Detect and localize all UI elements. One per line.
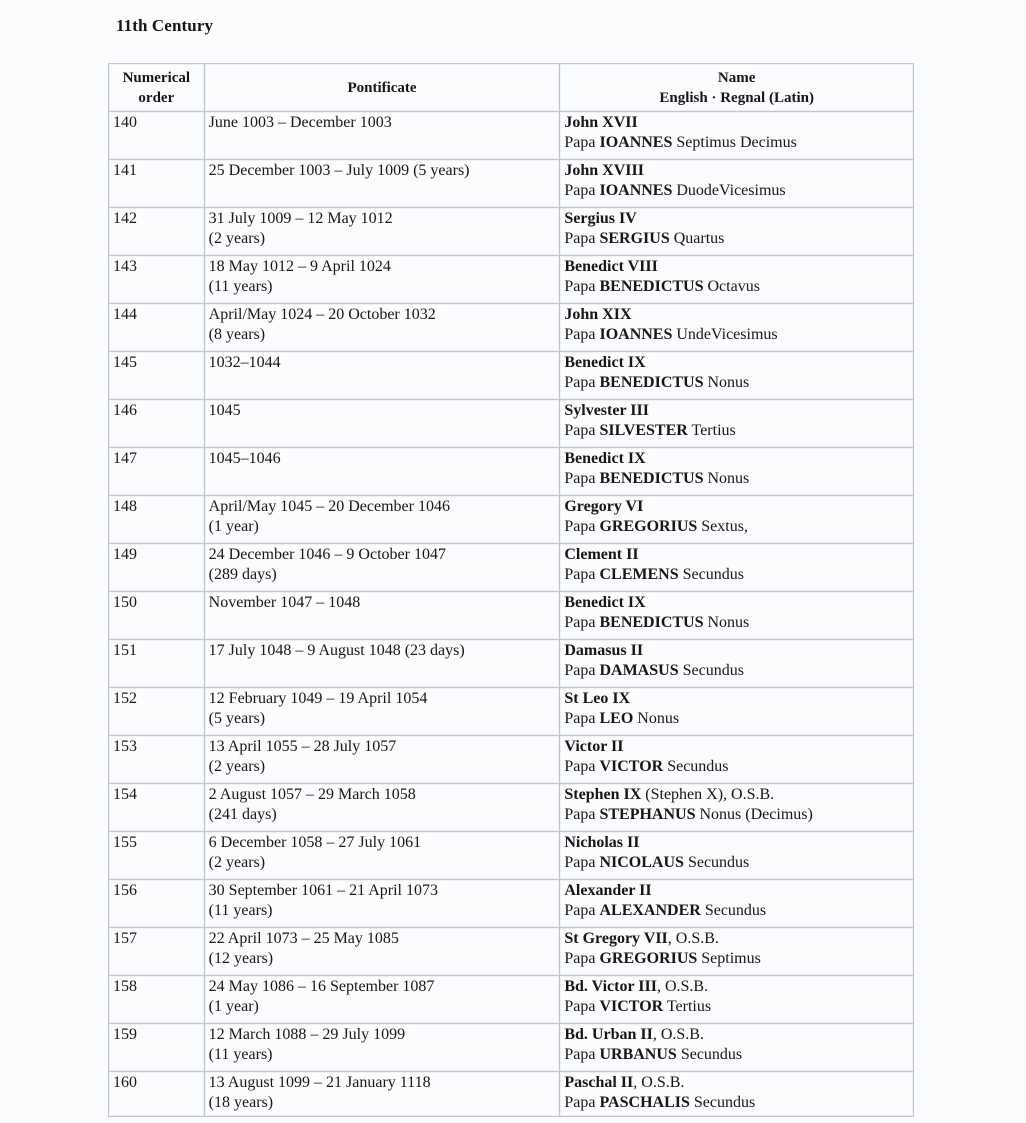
name-cell bbox=[560, 208, 914, 256]
row-number-cell: 155 bbox=[109, 832, 205, 880]
latin-ordinal: Septimus bbox=[697, 950, 761, 967]
pontificate-cell bbox=[204, 928, 560, 976]
latin-ordinal: Tertius bbox=[687, 422, 736, 439]
name-cell bbox=[560, 736, 914, 784]
pontificate-cell bbox=[204, 448, 560, 496]
pontificate-line: April/May 1045 – 20 December 1046 bbox=[208, 498, 450, 515]
row-number-cell: 146 bbox=[109, 400, 205, 448]
latin-ordinal: Secundus bbox=[689, 1094, 756, 1111]
column-header-name-line-1: Name bbox=[717, 69, 756, 86]
row-number-cell: 144 bbox=[109, 304, 205, 352]
latin-prefix: Papa bbox=[564, 1094, 600, 1111]
pontificate-line: 22 April 1073 – 25 May 1085 bbox=[208, 930, 399, 947]
latin-regnal-name: LEO bbox=[599, 710, 634, 727]
table-row bbox=[109, 688, 914, 736]
english-name-main: Sergius IV bbox=[564, 210, 637, 227]
latin-ordinal: Secundus bbox=[678, 566, 744, 583]
latin-ordinal: Sextus, bbox=[697, 518, 748, 535]
latin-prefix: Papa bbox=[564, 998, 600, 1015]
english-name bbox=[564, 305, 909, 325]
english-name bbox=[564, 497, 909, 517]
pontificate-cell bbox=[204, 112, 560, 160]
english-name-main: Benedict IX bbox=[564, 354, 646, 371]
popes-table bbox=[108, 63, 914, 1117]
latin-name bbox=[564, 949, 909, 969]
row-number-cell: 149 bbox=[109, 544, 205, 592]
pontificate-cell bbox=[204, 784, 560, 832]
english-name-suffix: , O.S.B. bbox=[652, 1026, 704, 1043]
latin-name bbox=[564, 181, 909, 201]
table-row bbox=[109, 544, 914, 592]
english-name-main: St Gregory VII bbox=[564, 930, 668, 947]
column-header-number-line-1: Numerical bbox=[122, 69, 191, 86]
english-name-main: Nicholas II bbox=[564, 834, 640, 851]
table-row bbox=[109, 1024, 914, 1072]
latin-ordinal: Nonus bbox=[703, 614, 750, 631]
latin-ordinal: Nonus bbox=[633, 710, 680, 727]
name-cell bbox=[560, 976, 914, 1024]
pontificate-line: 24 December 1046 – 9 October 1047 bbox=[208, 546, 446, 563]
latin-ordinal: Octavus bbox=[703, 278, 760, 295]
english-name-main: Benedict IX bbox=[564, 450, 646, 467]
pontificate-line: (11 years) bbox=[208, 1046, 273, 1063]
latin-ordinal: Tertius bbox=[663, 998, 712, 1015]
pontificate-line: (289 days) bbox=[208, 566, 277, 583]
english-name bbox=[564, 785, 909, 805]
pontificate-line: 2 August 1057 – 29 March 1058 bbox=[208, 786, 416, 803]
pontificate-line: (11 years) bbox=[208, 902, 273, 919]
latin-prefix: Papa bbox=[564, 278, 600, 295]
row-number-cell: 140 bbox=[109, 112, 205, 160]
latin-prefix: Papa bbox=[564, 902, 600, 919]
latin-name bbox=[564, 421, 909, 441]
latin-ordinal: Quartus bbox=[669, 230, 725, 247]
latin-prefix: Papa bbox=[564, 182, 600, 199]
name-cell bbox=[560, 880, 914, 928]
latin-regnal-name: NICOLAUS bbox=[599, 854, 684, 871]
table-row bbox=[109, 448, 914, 496]
name-cell bbox=[560, 496, 914, 544]
english-name bbox=[564, 209, 909, 229]
name-cell bbox=[560, 256, 914, 304]
table-row bbox=[109, 928, 914, 976]
english-name-suffix: , O.S.B. bbox=[656, 978, 709, 995]
row-number-cell: 160 bbox=[109, 1072, 205, 1117]
pontificate-cell bbox=[204, 208, 560, 256]
english-name-main: Stephen IX bbox=[564, 786, 642, 803]
latin-regnal-name: BENEDICTUS bbox=[599, 278, 704, 295]
pontificate-line: 31 July 1009 – 12 May 1012 bbox=[208, 210, 393, 227]
latin-prefix: Papa bbox=[564, 566, 600, 583]
row-number-cell: 147 bbox=[109, 448, 205, 496]
english-name-main: Gregory VI bbox=[564, 498, 644, 515]
english-name bbox=[564, 1073, 909, 1093]
latin-regnal-name: SERGIUS bbox=[599, 230, 670, 247]
name-cell bbox=[560, 688, 914, 736]
name-cell bbox=[560, 544, 914, 592]
row-number-cell: 148 bbox=[109, 496, 205, 544]
pontificate-line: 1032–1044 bbox=[208, 354, 281, 371]
table-row bbox=[109, 832, 914, 880]
name-cell bbox=[560, 112, 914, 160]
pontificate-line: 1045 bbox=[208, 402, 241, 419]
name-cell bbox=[560, 1072, 914, 1117]
name-cell bbox=[560, 352, 914, 400]
pontificate-line: (2 years) bbox=[208, 854, 266, 871]
latin-prefix: Papa bbox=[564, 758, 600, 775]
latin-name bbox=[564, 469, 909, 489]
latin-prefix: Papa bbox=[564, 470, 600, 487]
table-row bbox=[109, 1072, 914, 1117]
pontificate-line: (5 years) bbox=[208, 710, 266, 727]
pontificate-cell bbox=[204, 1072, 560, 1117]
english-name bbox=[564, 161, 909, 181]
table-row bbox=[109, 352, 914, 400]
latin-name bbox=[564, 325, 909, 345]
latin-name bbox=[564, 565, 909, 585]
name-cell bbox=[560, 928, 914, 976]
table-row bbox=[109, 208, 914, 256]
row-number-cell: 142 bbox=[109, 208, 205, 256]
english-name-suffix: (Stephen X), O.S.B. bbox=[641, 786, 775, 803]
table-header-row bbox=[109, 64, 914, 112]
row-number-cell: 152 bbox=[109, 688, 205, 736]
column-header-number-line-2: order bbox=[138, 89, 175, 106]
latin-regnal-name: VICTOR bbox=[599, 758, 664, 775]
pontificate-line: (241 days) bbox=[208, 806, 277, 823]
table-row bbox=[109, 736, 914, 784]
table-row bbox=[109, 880, 914, 928]
latin-prefix: Papa bbox=[564, 1046, 600, 1063]
latin-name bbox=[564, 229, 909, 249]
table-row bbox=[109, 160, 914, 208]
column-header-pontificate: Pontificate bbox=[204, 64, 560, 112]
page-title: 11th Century bbox=[116, 16, 214, 35]
latin-ordinal: Secundus bbox=[663, 758, 729, 775]
pontificate-line: (11 years) bbox=[208, 278, 273, 295]
latin-regnal-name: VICTOR bbox=[599, 998, 664, 1015]
latin-regnal-name: BENEDICTUS bbox=[599, 374, 704, 391]
pontificate-line: 1045–1046 bbox=[208, 450, 281, 467]
latin-regnal-name: IOANNES bbox=[599, 182, 673, 199]
pontificate-cell bbox=[204, 832, 560, 880]
table-row bbox=[109, 784, 914, 832]
name-cell bbox=[560, 304, 914, 352]
latin-ordinal: Secundus bbox=[700, 902, 767, 919]
row-number-cell: 150 bbox=[109, 592, 205, 640]
pontificate-line: (1 year) bbox=[208, 998, 259, 1015]
latin-name bbox=[564, 517, 909, 537]
english-name-main: Sylvester III bbox=[564, 402, 649, 419]
latin-ordinal: Secundus bbox=[676, 1046, 743, 1063]
pontificate-cell bbox=[204, 400, 560, 448]
name-cell bbox=[560, 160, 914, 208]
english-name-main: Clement II bbox=[564, 546, 639, 563]
english-name bbox=[564, 881, 909, 901]
row-number-cell: 154 bbox=[109, 784, 205, 832]
english-name-main: John XVII bbox=[564, 114, 638, 131]
pontificate-cell bbox=[204, 736, 560, 784]
pontificate-line: June 1003 – December 1003 bbox=[208, 114, 392, 131]
pontificate-cell bbox=[204, 160, 560, 208]
latin-ordinal: Nonus (Decimus) bbox=[695, 806, 813, 823]
column-header-name-line-2: English · Regnal (Latin) bbox=[659, 89, 814, 106]
row-number-cell: 159 bbox=[109, 1024, 205, 1072]
pontificate-line: 24 May 1086 – 16 September 1087 bbox=[208, 978, 435, 995]
english-name bbox=[564, 641, 909, 661]
english-name-suffix: , O.S.B. bbox=[667, 930, 719, 947]
pontificate-line: 30 September 1061 – 21 April 1073 bbox=[208, 882, 438, 899]
english-name-main: Benedict VIII bbox=[564, 258, 658, 275]
pontificate-line: 25 December 1003 – July 1009 (5 years) bbox=[208, 162, 470, 179]
latin-name bbox=[564, 1093, 909, 1113]
row-number-cell: 151 bbox=[109, 640, 205, 688]
english-name bbox=[564, 1025, 909, 1045]
latin-ordinal: Nonus bbox=[703, 470, 750, 487]
pontificate-line: November 1047 – 1048 bbox=[208, 594, 361, 611]
pontificate-line: April/May 1024 – 20 October 1032 bbox=[208, 306, 436, 323]
latin-prefix: Papa bbox=[564, 134, 600, 151]
latin-prefix: Papa bbox=[564, 710, 600, 727]
pontificate-cell bbox=[204, 976, 560, 1024]
english-name-main: John XIX bbox=[564, 306, 632, 323]
english-name bbox=[564, 689, 909, 709]
latin-ordinal: Secundus bbox=[683, 854, 750, 871]
latin-name bbox=[564, 1045, 909, 1065]
latin-prefix: Papa bbox=[564, 230, 600, 247]
latin-prefix: Papa bbox=[564, 950, 600, 967]
latin-regnal-name: GREGORIUS bbox=[599, 950, 698, 967]
latin-ordinal: Nonus bbox=[703, 374, 750, 391]
latin-regnal-name: BENEDICTUS bbox=[599, 614, 704, 631]
english-name-suffix: , O.S.B. bbox=[633, 1074, 685, 1091]
latin-prefix: Papa bbox=[564, 326, 600, 343]
latin-regnal-name: IOANNES bbox=[599, 326, 673, 343]
table-row bbox=[109, 256, 914, 304]
pontificate-line: 6 December 1058 – 27 July 1061 bbox=[208, 834, 422, 851]
english-name-main: Alexander II bbox=[564, 882, 652, 899]
english-name-main: John XVIII bbox=[564, 162, 644, 179]
english-name bbox=[564, 593, 909, 613]
english-name bbox=[564, 401, 909, 421]
latin-name bbox=[564, 853, 909, 873]
pontificate-line: (2 years) bbox=[208, 758, 266, 775]
latin-prefix: Papa bbox=[564, 662, 600, 679]
latin-prefix: Papa bbox=[564, 422, 600, 439]
latin-name bbox=[564, 901, 909, 921]
table-row bbox=[109, 496, 914, 544]
pontificate-line: (8 years) bbox=[208, 326, 266, 343]
latin-prefix: Papa bbox=[564, 518, 600, 535]
column-header-number bbox=[109, 64, 205, 112]
table-row bbox=[109, 976, 914, 1024]
table-row bbox=[109, 592, 914, 640]
english-name-main: Benedict IX bbox=[564, 594, 646, 611]
latin-ordinal: Secundus bbox=[678, 662, 744, 679]
pontificate-line: 17 July 1048 – 9 August 1048 (23 days) bbox=[208, 642, 465, 659]
row-number-cell: 143 bbox=[109, 256, 205, 304]
latin-regnal-name: DAMASUS bbox=[599, 662, 679, 679]
row-number-cell: 157 bbox=[109, 928, 205, 976]
pontificate-cell bbox=[204, 496, 560, 544]
english-name-main: Damasus II bbox=[564, 642, 644, 659]
latin-regnal-name: PASCHALIS bbox=[599, 1094, 690, 1111]
column-header-name bbox=[560, 64, 914, 112]
pontificate-cell bbox=[204, 880, 560, 928]
latin-name bbox=[564, 997, 909, 1017]
name-cell bbox=[560, 1024, 914, 1072]
latin-name bbox=[564, 613, 909, 633]
latin-regnal-name: GREGORIUS bbox=[599, 518, 698, 535]
pontificate-line: 18 May 1012 – 9 April 1024 bbox=[208, 258, 391, 275]
pontificate-line: 12 February 1049 – 19 April 1054 bbox=[208, 690, 428, 707]
latin-prefix: Papa bbox=[564, 806, 600, 823]
english-name bbox=[564, 545, 909, 565]
row-number-cell: 141 bbox=[109, 160, 205, 208]
pontificate-line: (12 years) bbox=[208, 950, 274, 967]
english-name bbox=[564, 929, 909, 949]
english-name-main: Bd. Victor III bbox=[564, 978, 657, 995]
latin-prefix: Papa bbox=[564, 374, 600, 391]
latin-prefix: Papa bbox=[564, 854, 600, 871]
english-name bbox=[564, 113, 909, 133]
pontificate-cell bbox=[204, 688, 560, 736]
pontificate-cell bbox=[204, 1024, 560, 1072]
english-name bbox=[564, 737, 909, 757]
latin-regnal-name: ALEXANDER bbox=[599, 902, 701, 919]
latin-name bbox=[564, 373, 909, 393]
latin-regnal-name: IOANNES bbox=[599, 134, 673, 151]
pontificate-cell bbox=[204, 544, 560, 592]
pontificate-cell bbox=[204, 352, 560, 400]
pontificate-cell bbox=[204, 640, 560, 688]
pontificate-line: 13 April 1055 – 28 July 1057 bbox=[208, 738, 397, 755]
english-name bbox=[564, 977, 909, 997]
english-name bbox=[564, 449, 909, 469]
latin-name bbox=[564, 709, 909, 729]
table-row bbox=[109, 304, 914, 352]
name-cell bbox=[560, 640, 914, 688]
latin-ordinal: DuodeVicesimus bbox=[672, 182, 786, 199]
latin-regnal-name: BENEDICTUS bbox=[599, 470, 704, 487]
pontificate-line: 12 March 1088 – 29 July 1099 bbox=[208, 1026, 406, 1043]
table-row bbox=[109, 400, 914, 448]
row-number-cell: 145 bbox=[109, 352, 205, 400]
latin-regnal-name: CLEMENS bbox=[599, 566, 679, 583]
english-name-main: St Leo IX bbox=[564, 690, 631, 707]
row-number-cell: 153 bbox=[109, 736, 205, 784]
latin-name bbox=[564, 133, 909, 153]
english-name bbox=[564, 257, 909, 277]
name-cell bbox=[560, 592, 914, 640]
row-number-cell: 158 bbox=[109, 976, 205, 1024]
table-row bbox=[109, 112, 914, 160]
pontificate-line: (18 years) bbox=[208, 1094, 274, 1111]
name-cell bbox=[560, 400, 914, 448]
english-name-main: Bd. Urban II bbox=[564, 1026, 653, 1043]
row-number-cell: 156 bbox=[109, 880, 205, 928]
english-name bbox=[564, 833, 909, 853]
pontificate-cell bbox=[204, 256, 560, 304]
latin-regnal-name: URBANUS bbox=[599, 1046, 677, 1063]
latin-name bbox=[564, 805, 909, 825]
pontificate-line: (2 years) bbox=[208, 230, 266, 247]
latin-prefix: Papa bbox=[564, 614, 600, 631]
latin-ordinal: UndeVicesimus bbox=[672, 326, 778, 343]
english-name bbox=[564, 353, 909, 373]
latin-name bbox=[564, 277, 909, 297]
table-row bbox=[109, 640, 914, 688]
latin-name bbox=[564, 661, 909, 681]
table-body bbox=[109, 112, 914, 1117]
english-name-main: Victor II bbox=[564, 738, 624, 755]
name-cell bbox=[560, 448, 914, 496]
latin-name bbox=[564, 757, 909, 777]
latin-ordinal: Septimus Decimus bbox=[672, 134, 797, 151]
english-name-main: Paschal II bbox=[564, 1074, 634, 1091]
pontificate-line: 13 August 1099 – 21 January 1118 bbox=[208, 1074, 431, 1091]
pontificate-line: (1 year) bbox=[208, 518, 259, 535]
pontificate-cell bbox=[204, 592, 560, 640]
pontificate-cell bbox=[204, 304, 560, 352]
latin-regnal-name: SILVESTER bbox=[599, 422, 688, 439]
latin-regnal-name: STEPHANUS bbox=[599, 806, 696, 823]
name-cell bbox=[560, 784, 914, 832]
name-cell bbox=[560, 832, 914, 880]
